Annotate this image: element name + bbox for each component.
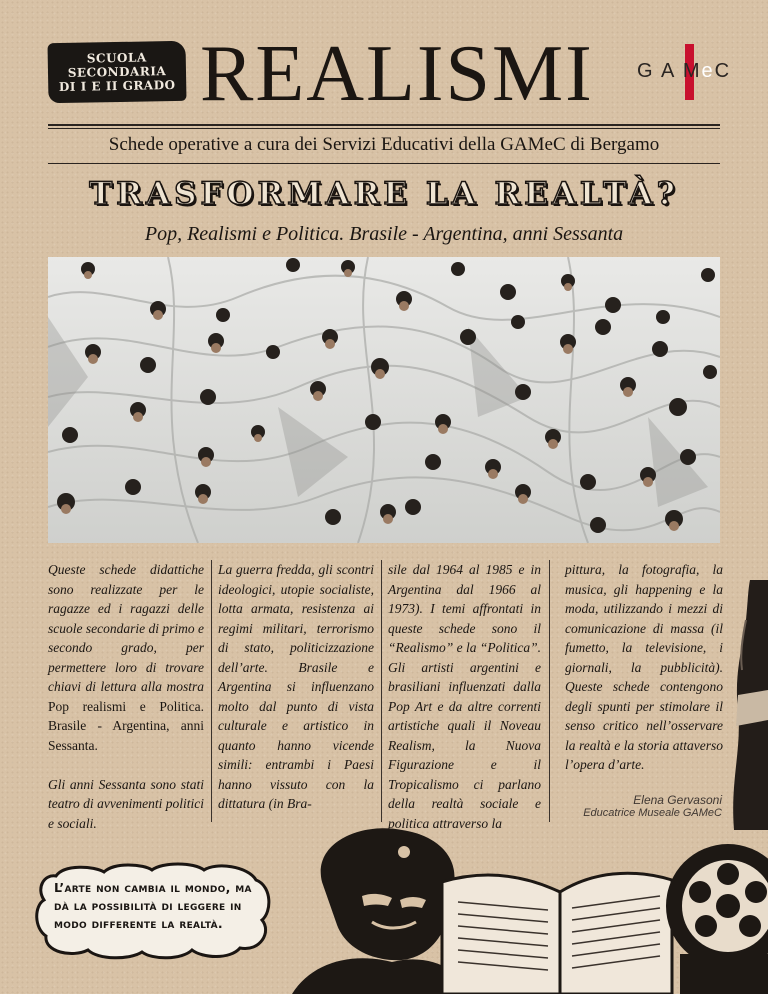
cover-photo — [48, 257, 720, 543]
column-divider — [549, 560, 550, 822]
badge-line: SECONDARIA — [67, 64, 167, 80]
intro-paragraph: Gli anni Sessanta sono stati teatro di avvenimenti politici e sociali. — [48, 776, 204, 831]
signature — [566, 793, 722, 819]
intro-column-2 — [218, 560, 374, 814]
author-role: Educatrice Museale GAMeC — [583, 807, 722, 819]
column-divider — [211, 560, 212, 822]
intro-column-3 — [388, 560, 541, 833]
bottom-collage-illustration — [292, 822, 768, 994]
film-reel — [666, 844, 768, 994]
intro-paragraph: La guerra fredda, gli scontri ideologici, utopie socialiste, lotta armata, resistenza ai regimi militari, terrorismo di stato, politicizzazione dell’arte. Brasile e Argentina si influenzano molto dal punto di vista culturale e artistico in quanto hanno vicende simili: entrambi i Paesi hanno vissuto con la dittatura (in Bra- — [218, 562, 374, 811]
quote-text: L’arte non cambia il mondo, ma dà la possibilità di leggere in modo differente la realtà. — [54, 880, 252, 931]
header-rule — [48, 128, 720, 129]
soda-bottle-illustration — [728, 580, 768, 830]
tagline: Pop, Realismi e Politica. Brasile - Argentina, anni Sessanta — [144, 223, 624, 245]
column-divider — [381, 560, 382, 822]
school-level-badge — [47, 41, 186, 103]
headline: TRASFORMARE LA REALTÀ? — [89, 176, 679, 212]
author-name: Elena Gervasoni — [633, 793, 722, 807]
page-subtitle: Schede operative a cura dei Servizi Educativi della GAMeC di Bergamo — [108, 134, 660, 155]
exhibition-title: Pop realismi e Politica. Brasile - Argentina, anni Sessanta. — [48, 698, 204, 753]
logo-text: G A MeC — [637, 60, 732, 82]
gamec-logo — [637, 44, 732, 100]
masthead-title: REALISMI — [200, 30, 594, 118]
open-book — [442, 873, 672, 994]
subtitle-rule — [48, 163, 720, 164]
intro-paragraph: pittura, la fotografia, la musica, gli happening e la moda, utilizzando i mezzi di comunicazione di massa (il fumetto, la televisione, i giornali, la pubblicità). Queste schede contengono degli spunti per stimolare il senso critico nell’osservare la realtà e la storia attaverso l’opera d’arte. — [565, 562, 723, 772]
cloth-and-heads-illustration — [48, 257, 720, 543]
intro-paragraph: Queste schede didattiche sono realizzate per le ragazze ed i ragazzi delle scuole secondarie di primo e secondo grado, per permettere loro di trovare chiavi di lettura alla mostra Pop realismi e Politica. Brasile - Argentina, anni Sessanta. — [48, 562, 204, 753]
badge-line: SCUOLA — [86, 50, 147, 66]
badge-line: DI I E II GRADO — [58, 77, 176, 95]
intro-paragraph: sile dal 1964 al 1985 e in Argentina dal 1966 al 1973). I temi affrontati in queste schede sono il “Realismo” e la “Politica”. Gli artisti argentini e brasiliani influenzati dalla Pop Art e da altre correnti artistiche quali il Noveau Realism, la Nuova Figurazione e il Tropicalismo ci parlano della realtà sociale e politica attraverso la — [388, 562, 542, 831]
intro-column-1 — [48, 560, 204, 833]
intro-column-4 — [565, 560, 723, 775]
header-rule — [48, 124, 720, 126]
